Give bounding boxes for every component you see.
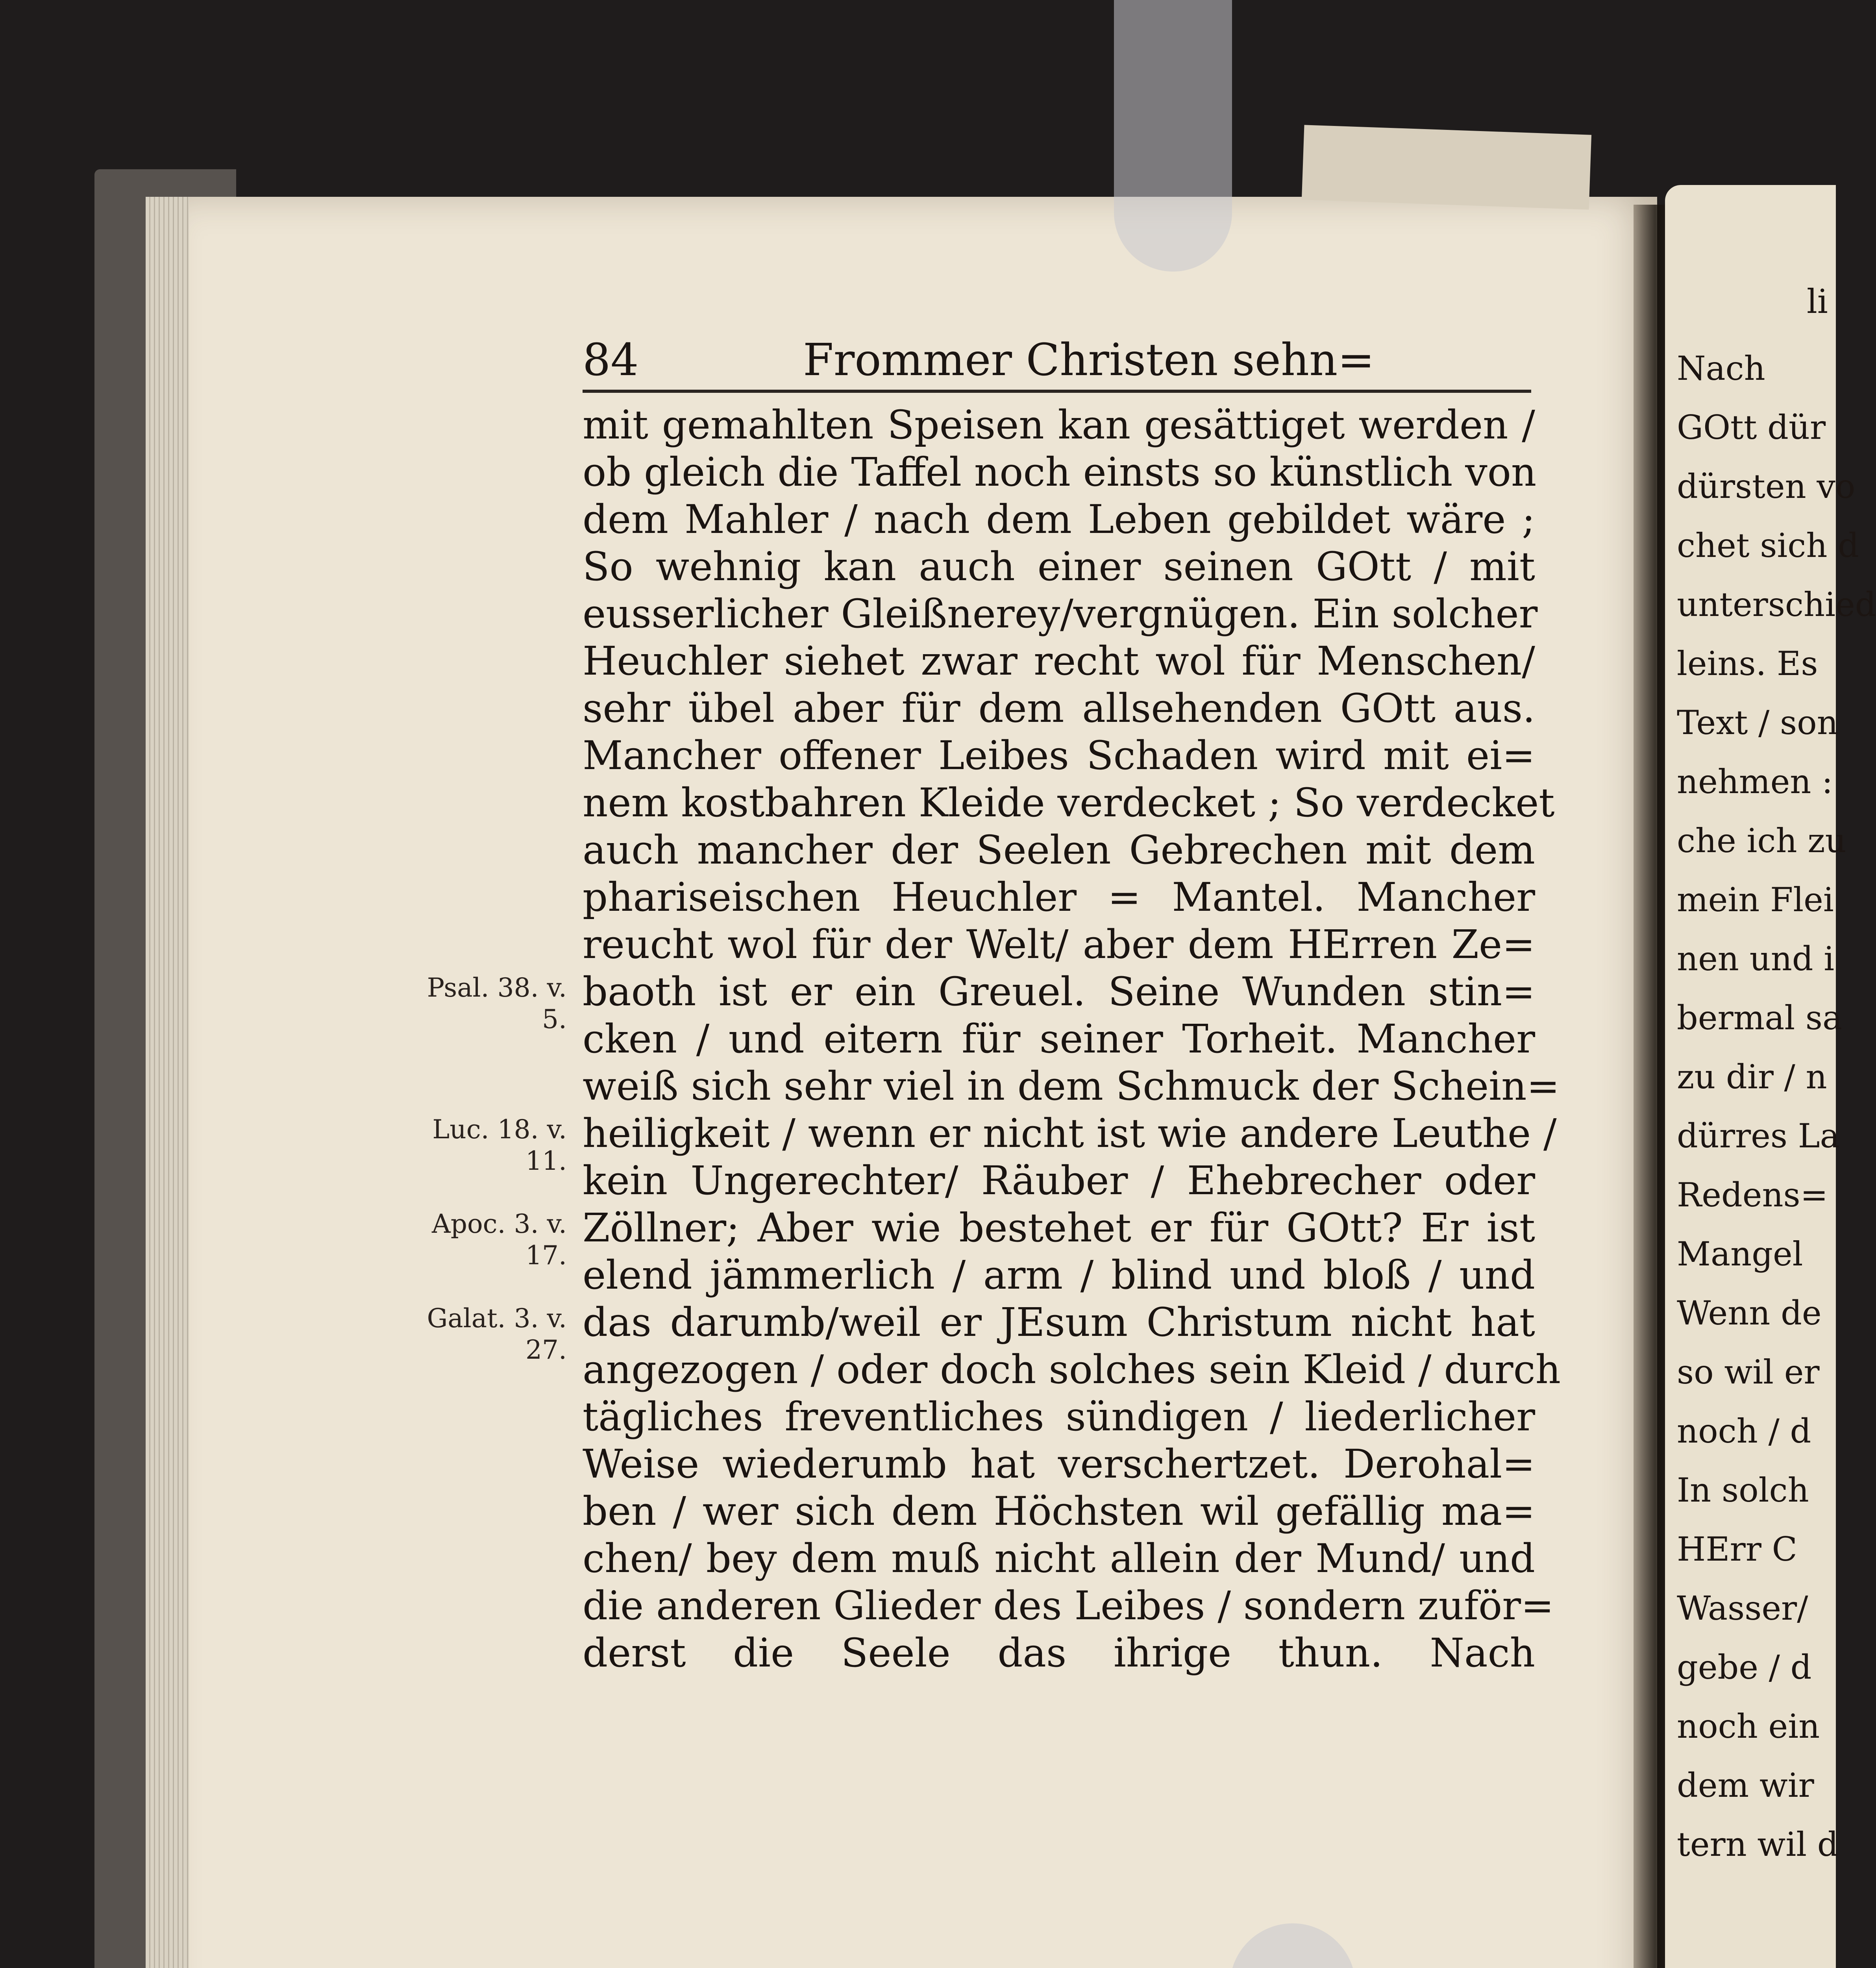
text-line: kein Ungerechter/ Räuber / Ehebrecher oder (583, 1158, 1535, 1204)
margin-note-line2: 11. (525, 1146, 567, 1176)
text-line: derst die Seele das ihrige thun. Nach (583, 1630, 1535, 1676)
text-line: eusserlicher Gleißnerey/vergnügen. Ein solcher (583, 591, 1538, 637)
right-page-line: nehmen : (1677, 762, 1833, 801)
text-line: mit gemahlten Speisen kan gesättiget werden / (583, 402, 1535, 448)
right-page-line: bermal sa (1677, 999, 1843, 1037)
text-line: heiligkeit / wenn er nicht ist wie andere Leuthe / (583, 1110, 1557, 1156)
right-page-line: Redens= (1677, 1176, 1828, 1214)
right-page-line: Wenn de (1677, 1294, 1822, 1332)
text-line: Weise wiederumb hat verschertzet. Derohal= (583, 1441, 1535, 1487)
right-page-line: chet sich d (1677, 526, 1859, 565)
margin-note-line2: 17. (525, 1240, 567, 1271)
margin-note-line2: 5. (542, 1004, 567, 1034)
right-page-line: GOtt dür (1677, 408, 1826, 447)
text-line: ob gleich die Taffel noch einsts so künstlich von (583, 449, 1537, 495)
margin-note-line1: Luc. 18. v. (432, 1114, 567, 1145)
text-line: tägliches freventliches sündigen / liederlicher (583, 1394, 1535, 1440)
text-line: So wehnig kan auch einer seinen GOtt / mit (583, 544, 1535, 590)
text-line: ben / wer sich dem Höchsten wil gefällig ma= (583, 1488, 1535, 1534)
running-title: Frommer Christen sehn= (803, 335, 1375, 386)
text-line: sehr übel aber für dem allsehenden GOtt aus. (583, 685, 1535, 731)
right-page-line: Nach (1677, 349, 1765, 388)
right-page-line: mein Flei (1677, 880, 1834, 919)
right-page-line: nen und i (1677, 940, 1835, 978)
page-number: 84 (583, 335, 639, 386)
margin-note-line1: Galat. 3. v. (427, 1303, 567, 1334)
text-line: reucht wol für der Welt/ aber dem HErren Ze= (583, 921, 1535, 967)
right-page-line: dürres La (1677, 1117, 1840, 1155)
right-page-line: che ich zu (1677, 821, 1846, 860)
right-page-line: zu dir / n (1677, 1058, 1827, 1096)
right-page-line: Wasser/ (1677, 1589, 1808, 1628)
right-page-line: li (1807, 282, 1828, 321)
right-page-line: leins. Es (1677, 644, 1818, 683)
right-page-line: gebe / d (1677, 1648, 1812, 1687)
margin-note-line1: Apoc. 3. v. (432, 1209, 567, 1239)
text-line: dem Mahler / nach dem Leben gebildet wäre ; (583, 496, 1535, 542)
text-line: Heuchler siehet zwar recht wol für Menschen/ (583, 638, 1535, 684)
text-line: chen/ bey dem muß nicht allein der Mund/ und (583, 1535, 1535, 1581)
margin-note-line2: 27. (525, 1335, 567, 1365)
text-line: die anderen Glieder des Leibes / sondern zuför= (583, 1583, 1554, 1629)
right-page-line: noch / d (1677, 1412, 1811, 1450)
paper-tab (1302, 125, 1591, 209)
right-page-line: dem wir (1677, 1766, 1814, 1805)
margin-note-line1: Psal. 38. v. (427, 973, 567, 1003)
text-line: weiß sich sehr viel in dem Schmuck der Schein= (583, 1063, 1560, 1109)
right-page-line: Mangel (1677, 1235, 1803, 1273)
text-line: cken / und eitern für seiner Torheit. Mancher (583, 1016, 1535, 1062)
text-line: auch mancher der Seelen Gebrechen mit dem (583, 827, 1535, 873)
holding-strap-top (1114, 0, 1232, 272)
text-line: elend jämmerlich / arm / blind und bloß / und (583, 1252, 1535, 1298)
text-line: das darumb/weil er JEsum Christum nicht hat (583, 1299, 1535, 1345)
text-line: Zöllner; Aber wie bestehet er für GOtt? Er ist (583, 1205, 1535, 1251)
right-page-line: unterschied (1677, 585, 1876, 624)
right-page-line: In solch (1677, 1471, 1809, 1509)
right-page-line: noch ein (1677, 1707, 1820, 1746)
text-line: Mancher offener Leibes Schaden wird mit ei= (583, 732, 1535, 779)
right-page-line: tern wil d (1677, 1825, 1839, 1864)
running-head (583, 331, 1531, 393)
right-page-line: Text / son (1677, 703, 1838, 742)
right-page-line: dürsten vo (1677, 467, 1856, 506)
right-page (1665, 185, 1876, 1968)
text-line: baoth ist er ein Greuel. Seine Wunden stin= (583, 969, 1535, 1015)
right-page-line: so wil er (1677, 1353, 1820, 1391)
text-line: phariseischen Heuchler = Mantel. Mancher (583, 874, 1535, 920)
text-line: angezogen / oder doch solches sein Kleid / durch (583, 1347, 1561, 1393)
text-line: nem kostbahren Kleide verdecket ; So verdecket (583, 780, 1555, 826)
right-page-line: HErr C (1677, 1530, 1797, 1568)
